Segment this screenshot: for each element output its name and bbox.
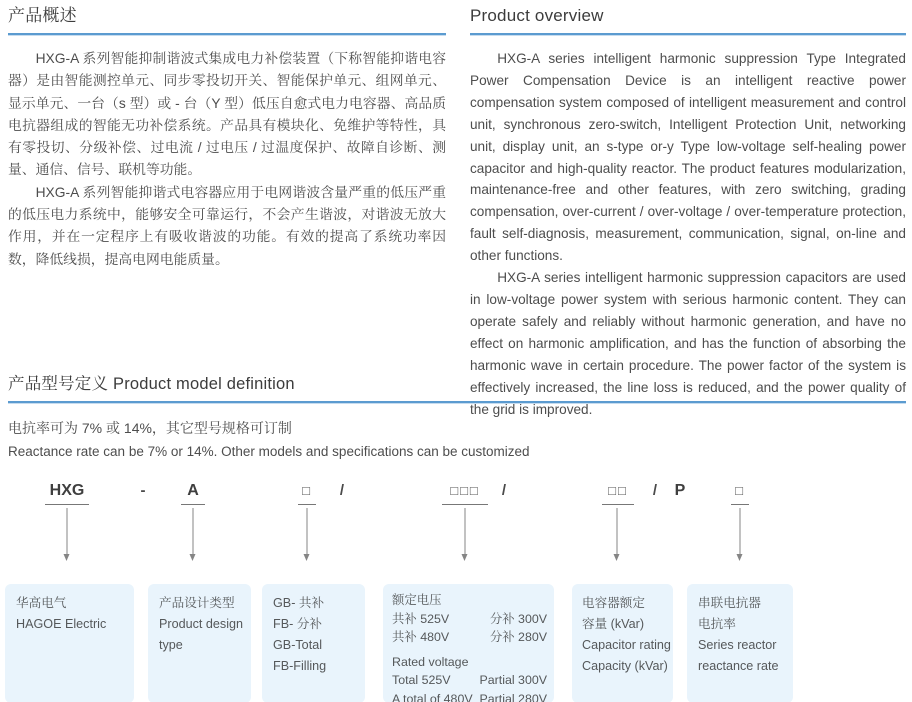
model-code-diagram bbox=[0, 463, 912, 702]
down-arrow-rated-voltage bbox=[465, 508, 466, 554]
box-line: 产品设计类型 bbox=[159, 596, 235, 610]
down-arrow-compensation bbox=[307, 508, 308, 554]
box-line: Capacitor rating bbox=[582, 638, 671, 652]
box-line: 容量 (kVar) bbox=[582, 617, 645, 631]
overview-en-paragraph-1: HXG-A series intelligent harmonic suppression Type Integrated Power Compensation Device is an intelligent reactive power compensation system composed of intelligent measurement and control unit, synchronous zero-switch, Intelligent Protection Unit, networking unit, display unit, an s-type or-y Type low-voltage self-healing power capacitor and high-quality reactor. The product features modularization, maintenance-free and other features, with zero switching, grading compensation, over-current / over-voltage / over-temperature protection, fault self-diagnosis, measurement, communication, signal, on-line and other functions. bbox=[470, 51, 906, 264]
box-cell: Partial 300V bbox=[479, 673, 547, 687]
box-line: 华高电气 bbox=[16, 596, 67, 610]
box-line: GB-Total bbox=[273, 638, 322, 652]
box-cell: 分补 300V bbox=[489, 611, 547, 626]
down-arrow-design-type bbox=[193, 508, 194, 554]
code-part-square-triple: □□□ bbox=[442, 482, 488, 505]
overview-zh-title: 产品概述 bbox=[8, 6, 77, 25]
box-line: 电容器额定 bbox=[582, 596, 645, 610]
reactance-note-zh: 电抗率可为 7% 或 14%，其它型号规格可订制 bbox=[8, 420, 292, 436]
code-part-square-double: □□ bbox=[602, 482, 634, 505]
box-line: 串联电抗器 bbox=[698, 596, 761, 610]
box-line: GB- 共补 bbox=[273, 596, 325, 610]
overview-en-title: Product overview bbox=[470, 6, 604, 25]
box-cell: Partial 280V bbox=[479, 691, 547, 702]
reactance-note-en: Reactance rate can be 7% or 14%. Other models and specifications can be customized bbox=[8, 444, 530, 459]
overview-en-section bbox=[470, 6, 906, 417]
box-cell: A total of 480V bbox=[392, 691, 473, 702]
code-part-dash: - bbox=[140, 482, 146, 499]
code-part-slash-1: / bbox=[339, 482, 345, 499]
box-line: 额定电压 bbox=[392, 593, 442, 607]
overview-en-title-underline bbox=[470, 33, 906, 35]
box-line: reactance rate bbox=[698, 659, 779, 673]
code-part-slash-3: / bbox=[652, 482, 658, 499]
box-cell: 共补 480V bbox=[392, 630, 450, 644]
box-line: Product design type bbox=[159, 617, 244, 652]
box-line bbox=[392, 671, 547, 690]
code-part-square-single-2: □ bbox=[731, 482, 749, 505]
box-line: Rated voltage bbox=[392, 654, 469, 669]
overview-zh-paragraphs bbox=[8, 48, 446, 271]
overview-zh-title-underline bbox=[8, 33, 446, 35]
overview-zh-paragraph-1: HXG-A 系列智能抑制谐波式集成电力补偿装置（下称智能抑谐电容器）是由智能测控单元、同步零投切开关、智能保护单元、组网单元、显示单元、一台（s 型）或 - 台（Y 型）低压自愈式电力电容器、高品质电抗器组成的智能无功补偿系统。产品具有模块化、免维护等特性，具有零投切、分级补偿、过电流 / 过电压 / 过温度保护、故障自诊断、测量、通信、信号、联机等功能。 bbox=[8, 51, 446, 178]
model-definition-section bbox=[8, 374, 906, 702]
code-part-brand: HXG bbox=[45, 482, 89, 505]
code-part-slash-2: / bbox=[501, 482, 507, 499]
down-arrow-reactance-rate bbox=[740, 508, 741, 554]
legend-box-reactance-rate bbox=[687, 584, 793, 702]
legend-box-design-type bbox=[148, 584, 251, 702]
box-line: 电抗率 bbox=[698, 617, 736, 631]
code-part-p: P bbox=[674, 482, 686, 499]
model-definition-title: 产品型号定义 Product model definition bbox=[8, 375, 295, 393]
box-line bbox=[392, 610, 547, 629]
box-line: Capacity (kVar) bbox=[582, 659, 668, 673]
box-line bbox=[392, 690, 547, 702]
overview-en-paragraph-2: HXG-A series intelligent harmonic suppression capacitors are used in low-voltage power system with serious harmonic content. They can operate safely and reliably without harmonic generation, and have no effect on harmonic amplification, and has the function of absorbing the harmonic wave in certain procedure. The power factor of the system is effectively increased, the line loss is reduced, and the power quality of the grid is improved. bbox=[470, 270, 906, 417]
box-cell: 共补 525V bbox=[392, 611, 450, 626]
legend-box-manufacturer bbox=[5, 584, 134, 702]
code-part-design-type: A bbox=[181, 482, 205, 505]
legend-box-capacity bbox=[572, 584, 673, 702]
box-line: FB-Filling bbox=[273, 659, 327, 673]
legend-box-rated-voltage bbox=[383, 584, 554, 702]
legend-box-compensation-type bbox=[262, 584, 365, 702]
box-cell: 分补 280V bbox=[489, 630, 547, 644]
box-line: FB- 分补 bbox=[273, 617, 322, 631]
overview-zh-paragraph-2: HXG-A 系列智能抑谐式电容器应用于电网谐波含量严重的低压严重的低压电力系统中，能够安全可靠运行，不会产生谐波，对谐波无放大作用，并在一定程序上有吸收谐波的功能。有效的提高了系统功率因数，降低线损，提高电网电能质量。 bbox=[8, 184, 446, 267]
overview-en-paragraphs bbox=[470, 48, 906, 420]
box-line: HAGOE Electric bbox=[16, 617, 107, 631]
code-part-square-single-1: □ bbox=[298, 482, 316, 505]
down-arrow-capacity bbox=[617, 508, 618, 554]
box-line: Series reactor bbox=[698, 638, 777, 652]
overview-zh-section bbox=[8, 6, 446, 374]
box-cell: Total 525V bbox=[392, 673, 451, 687]
down-arrow-brand bbox=[67, 508, 68, 554]
box-line bbox=[392, 628, 547, 647]
